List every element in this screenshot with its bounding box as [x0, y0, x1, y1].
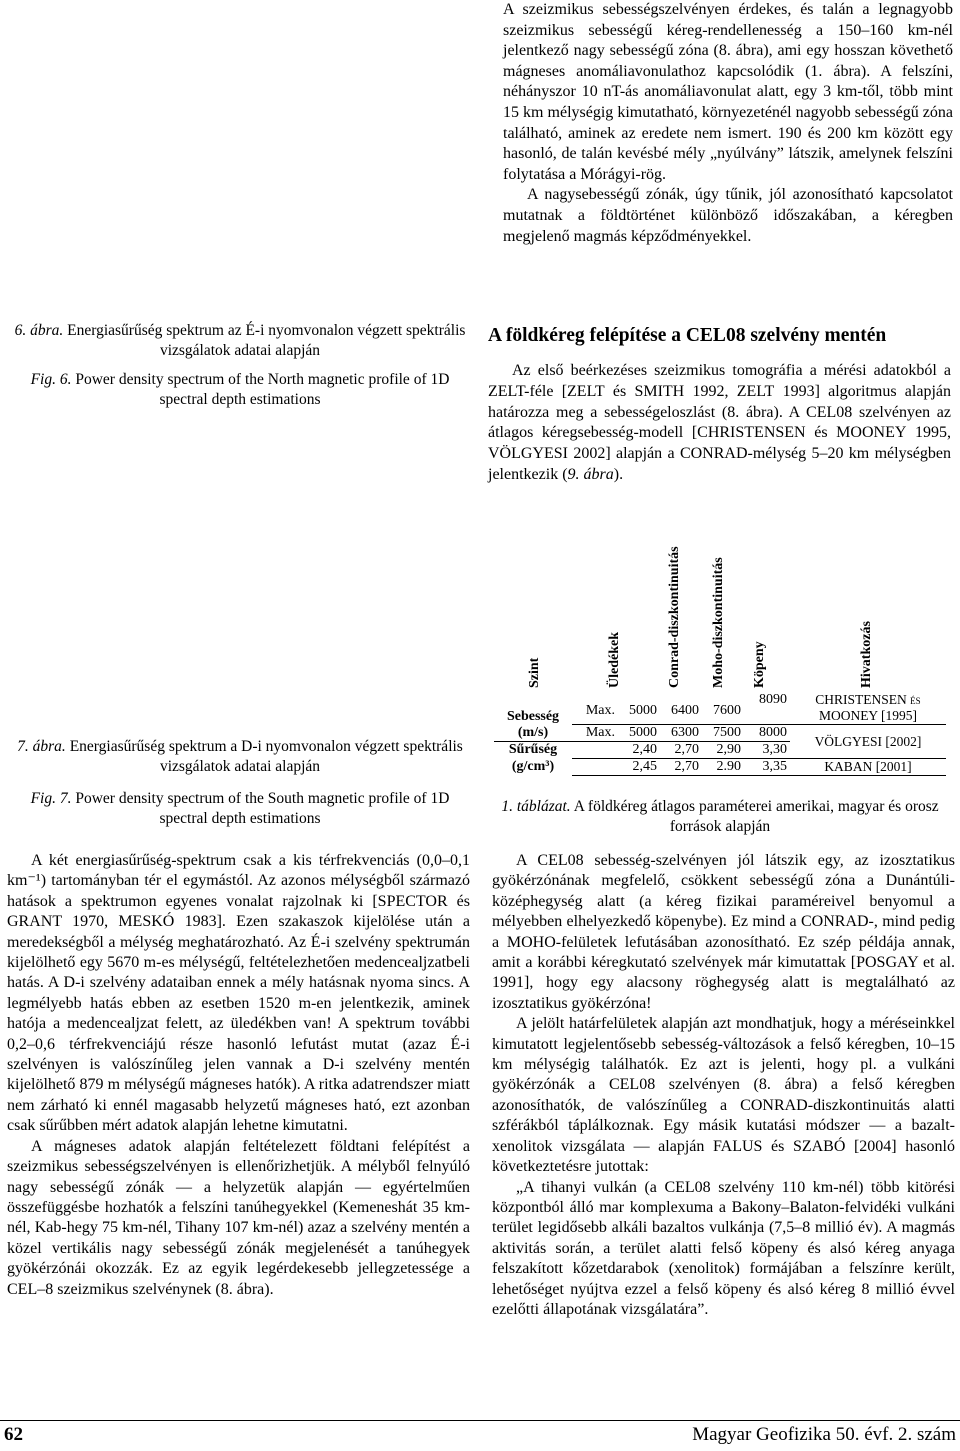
intro-paragraph: A szeizmikus sebességszelvényen érdekes, és talán a legnagyobb szeizmikus sebességű kéreg-rendellenesség a 150–160 km-nél jelentkező nagy sebességű zóna (8. ábra), ami egy hosszan követhető mágneses anomáliavonulathoz kapcsolódik (1. ábra). A felszíni, néhányszor 10 nT-ás anomáliavonulat alatt, egy 3 km-től, több mint 15 km mélységig kimutatható, környezeténél nagyobb sebességű zóna található, aminek az eredete nem ismert. 190 és 200 km között egy hasonló, de talán kevésbé mély „nyúlvány” látszik, amelynek felszíni folytatása a Mórágyi-rög.: [503, 1, 953, 183]
table-1: [494, 692, 956, 776]
figure-6-caption: [5, 321, 475, 410]
table-row: (g/cm³) 2,45 2,70 2.90 3,35 KABAN [2001]: [494, 759, 946, 776]
figure-7-caption: [5, 737, 475, 829]
table-header-conrad: Conrad-diszkontinuitás: [667, 546, 682, 688]
figure-7-text-en: Power density spectrum of the South magnetic profile of 1D spectral depth estimations: [75, 790, 450, 827]
figure-7-number: 7. ábra.: [17, 738, 66, 755]
table-header-sediments: Üledékek: [607, 632, 622, 688]
page-number: 62: [4, 1424, 23, 1445]
table-header-level: Szint: [527, 657, 542, 688]
right-paragraph-3: „A tihanyi vulkán (a CEL08 szelvény 110 km-nél) több kitörési központból álló mar komplexuma a Bakony–Balaton-felvidéki vulkáni terület legidősebb alkáli bazaltos vulkánja (7,5–8 millió év). A magmás aktivitás során, a terület alatti felső köpeny és alsó kéreg anyaga felszakított kőzetdarabok (xenolitok) formájában a felszínre került, lehetőséget nyújtva ezzel a felső köpeny és alsó kéreg 8 millió évvel ezelőtti állapotának vizsgálatára”.: [492, 1178, 955, 1318]
figure-6-text: Energiasűrűség spektrum az É-i nyomvonalon végzett spektrális vizsgálatok adatai alapján: [67, 322, 466, 359]
left-paragraph-2: A mágneses adatok alapján feltételezett földtani felépítést a szeizmikus sebességszelvényen is ellenőrizhetjük. A mélyből felnyúló nagy sebességű zónák — a helyzetük alapján — egyértelműen összefüggésbe hozhatók a felszíni tanúhegyekkel (Kemeneshát 35 km-nél, Kab-hegy 75 km-nél, Tihany 107 km-nél) azaz a szelvény mentén a közel vertikális nagy sebességű zónák megjelenését a tanúhegyek gyökérzónái okozzák. Ez az egyik legérdekesebb jellegzetessége a CEL–8 szeizmikus szelvénynek (8. ábra).: [7, 1137, 470, 1298]
table-1-number: 1. táblázat.: [501, 798, 571, 815]
figure-6-caption-hu: [5, 321, 475, 361]
left-body-text: [7, 851, 470, 1300]
table-row: (m/s) Max. 5000 6300 7500 8000 VÖLGYESI [2002]: [494, 725, 946, 742]
figure-6-text-en: Power density spectrum of the North magnetic profile of 1D spectral depth estimations: [75, 371, 450, 408]
table-header-reference: Hivatkozás: [859, 621, 874, 688]
right-paragraph-2: A jelölt határfelületek alapján azt mondhatjuk, hogy a méréseinkkel kimutatott legjelentősebb sebesség-változások a felső kéregben, 10–15 km mélységig találhatók. Ez azt is jelenti, hogy pl. a vulkáni gyökérzónák a CEL08 szelvényen (8. ábra) a felső kéregben azonosíthatók, de valószínűleg a CONRAD-diszkontinuitás alatti szférákból táplálkoznak. Egy másik kutatási módszer — a bazalt-xenolitok vizsgálata — alapján FALUS és SZABÓ [2004] hasonló következtetésre jutottak:: [492, 1015, 955, 1176]
table-1-header: [495, 508, 955, 688]
section-title: A földkéreg felépítése a CEL08 szelvény mentén: [488, 325, 887, 346]
intro-paragraph-2: A nagysebességű zónák, úgy tűnik, jól azonosítható kapcsolatot mutatnak a földtörténet különböző időszakában, a kéregben megjelenő magmás képződményekkel.: [503, 186, 953, 245]
figure-7-text: Energiasűrűség spektrum a D-i nyomvonalon végzett spektrális vizsgálatok adatai alapján: [69, 738, 463, 775]
section-paragraph: Az első beérkezéses szeizmikus tomográfia a mérési adatokból a ZELT-féle [ZELT és SMITH 1992, ZELT 1993] algoritmus alapján határozza meg a sebességeloszlást (8. ábra). A CEL08 szelvényen az átlagos kéregsebesség-modell [CHRISTENSEN és MOONEY 1995, VÖLGYESI 2002] alapján a CONRAD-mélység 5–20 km mélységben jelentkezik (9. ábra).: [488, 362, 952, 483]
figure-6-caption-en: [5, 370, 475, 410]
journal-name: Magyar Geofizika 50. évf. 2. szám: [692, 1424, 956, 1445]
figure-7-caption-hu: [5, 737, 475, 777]
ref-christensen: CHRISTENSEN és MOONEY [1995]: [815, 692, 921, 723]
left-paragraph-1: A két energiasűrűség-spektrum csak a kis térfrekvenciás (0,0–0,1 km⁻¹) tartományban tér el egymástól. Az azonos mélységből származó hatások a spektrumon egyenes vonalat rajzolnak ki [SPECTOR és GRANT 1970, MESKÓ 1983]. Ezen szakaszok kijelölése után a meredekségből a mélység meghatározható. Az É-i szelvény spektrumán kijelölhető egy 5670 m-es mélységű, feltételezhetően medencealjzatbeli hatás. A D-i szelvény adataiban ennek a mély hatásnak nyoma sincs. A legmélyebb hatás ebben az esetben 1520 m-en jelentkezik, aminek hatója a medencealjzat felett, az üledékben van! A spektrum további 0,2–0,6 térfrekvenciájú része hasonló lefutást mutat (azaz É-i szelvényen is valószínűleg jelen vannak a D-i szelvény mentén kijelölhető 879 m mélységű mágneses hatók). A ritka adatrendszer miatt nem zárható ki ennél magasabb helyzetű mágneses ható, ezt azonban csak sűrűbben mért adatok alapján lehetne kimutatni.: [7, 852, 470, 1135]
section-crust: [488, 324, 951, 486]
table-1-text: A földkéreg átlagos paraméterei amerikai, magyar és orosz források alapján: [573, 798, 939, 835]
right-body-text: [492, 851, 955, 1320]
table-row: Sűrűség 2,40 2,70 2,90 3,30: [494, 742, 946, 759]
table-1-caption: [485, 797, 955, 837]
table-header-mantle: Köpeny: [752, 641, 767, 688]
figure-6-number-en: Fig. 6.: [30, 371, 72, 388]
footer-rule: [0, 1420, 960, 1421]
figure-7-number-en: Fig. 7.: [30, 790, 72, 807]
ref-kaban: KABAN [2001]: [790, 759, 946, 776]
figure-7-caption-en: [5, 789, 475, 829]
params-table: [494, 692, 946, 776]
right-paragraph-1: A CEL08 sebesség-szelvényen jól látszik egy, az izosztatikus gyökérzónának megfelelő, csökkent sebességű zóna a Dunántúli-középhegység alatt (a kéreg fizikai paraméreivel benyomul a mélyebben elhelyezkedő köpenybe). Ez mind a CONRAD-, mind pedig a MOHO-felületek lefutásában azonosítható. Ez szép példája annak, amit a korábbi kéregkutató szelvények már kimutattak [POSGAY et al. 1991], hogy egy alacsony röghegység alatt is megtalálható az izosztatikus gyökérzóna!: [492, 852, 955, 1012]
figure-6-number: 6. ábra.: [14, 322, 64, 339]
ref-volgyesi: VÖLGYESI [2002]: [790, 725, 946, 759]
intro-text-block: [503, 0, 953, 247]
table-header-moho: Moho-diszkontinuitás: [711, 557, 726, 688]
table-row: Sebesség Max. 5000 6400 7600 8090 CHRISTENSEN és MOONEY [1995]: [494, 692, 946, 725]
